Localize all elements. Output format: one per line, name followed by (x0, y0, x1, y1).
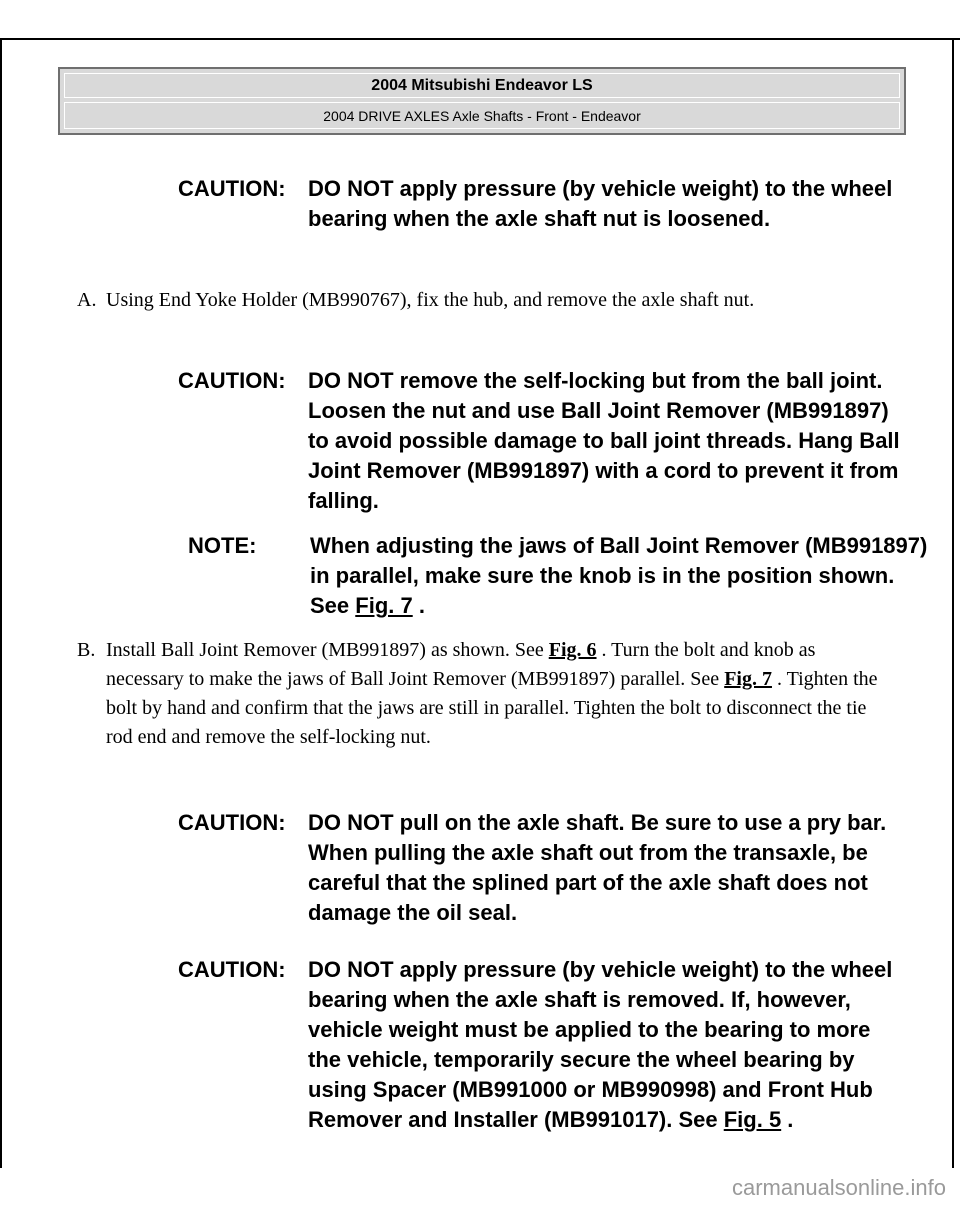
caution-note-2 (178, 366, 918, 516)
caution-label: CAUTION: (178, 810, 286, 835)
note-text-end: . (412, 593, 425, 618)
fig-5-link[interactable]: Fig. 5 (723, 1107, 782, 1132)
step-text: Install Ball Joint Remover (MB991897) as shown. See (106, 639, 549, 661)
step-text: Using End Yoke Holder (MB990767), fix the hub, and remove the axle shaft nut. (106, 289, 755, 311)
site-watermark: carmanualsonline.info (731, 1175, 946, 1200)
caution-note-4 (178, 955, 918, 1135)
caution-text-end: . (781, 1107, 794, 1132)
header-subtitle: 2004 DRIVE AXLES Axle Shafts - Front - Endeavor (64, 102, 900, 129)
page-frame-right (952, 38, 954, 1168)
note-box (188, 531, 928, 621)
caution-label: CAUTION: (178, 368, 286, 393)
fig-7-link[interactable]: Fig. 7 (355, 593, 413, 618)
document-header (58, 67, 906, 135)
caution-text: DO NOT remove the self-locking but from the ball joint. Loosen the nut and use Ball Joint Remover (MB991897) to avoid possible damage to ball joint threads. Hang Ball Joint Remover (MB991897) with a cord to prevent it from falling. (308, 368, 900, 513)
step-a (77, 286, 892, 315)
step-text: . Tighten the bolt by hand and confirm that the jaws are still in parallel. Tighten the bolt to disconnect the tie rod end and remove the self-locking nut. (106, 668, 878, 748)
fig-6-link[interactable]: Fig. 6 (548, 639, 597, 661)
caution-text: DO NOT pull on the axle shaft. Be sure to use a pry bar. When pulling the axle shaft out from the transaxle, be careful that the splined part of the axle shaft does not damage the oil seal. (308, 810, 887, 925)
step-letter: B. (77, 639, 96, 661)
caution-text: DO NOT apply pressure (by vehicle weight) to the wheel bearing when the axle shaft is removed. If, however, vehicle weight must be applied to the bearing to more the vehicle, temporarily secure the wheel bearing by using Spacer (MB991000 or MB990998) and Front Hub Remover and Installer (MB991017). See (308, 957, 893, 1132)
note-label: NOTE: (188, 533, 257, 558)
page-frame-top (0, 38, 960, 40)
caution-text: DO NOT apply pressure (by vehicle weight) to the wheel bearing when the axle shaft nut is loosened. (308, 176, 893, 231)
header-title: 2004 Mitsubishi Endeavor LS (64, 73, 900, 98)
step-b (77, 636, 892, 752)
caution-note-3 (178, 808, 918, 928)
caution-label: CAUTION: (178, 176, 286, 201)
step-letter: A. (77, 289, 97, 311)
note-text: When adjusting the jaws of Ball Joint Remover (MB991897) in parallel, make sure the knob is in the position shown. See (310, 533, 928, 618)
page-frame-left (0, 38, 2, 1168)
caution-note-1 (178, 174, 918, 234)
caution-label: CAUTION: (178, 957, 286, 982)
step-text: . Turn the bolt and knob as necessary to make the jaws of Ball Joint Remover (MB991897) parallel. See (106, 639, 816, 690)
fig-7-link[interactable]: Fig. 7 (724, 668, 772, 690)
